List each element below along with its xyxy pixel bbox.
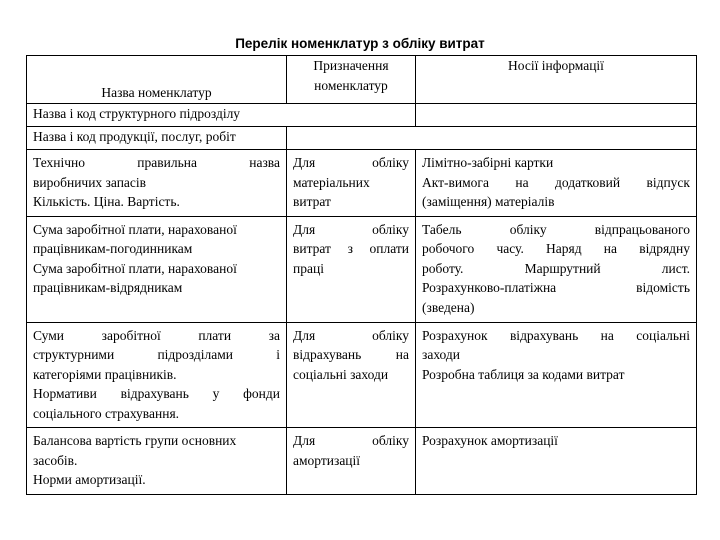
text-line: Лімітно-забірні картки xyxy=(422,155,554,170)
text-line: матеріальних xyxy=(293,174,370,190)
text-line: Акт-вимога на додатковий відпуск xyxy=(422,174,690,190)
table-row xyxy=(27,428,697,495)
text-line: Розрахунок амортизації xyxy=(422,433,558,448)
text-line: засобів. xyxy=(33,452,78,468)
text-line: робочого часу. Наряд на відрядну xyxy=(422,241,690,256)
text-line: категоріями працівників. xyxy=(33,366,177,382)
text-line: витрат з оплати xyxy=(293,241,409,256)
text-line: соціального страхування. xyxy=(33,405,180,421)
text-line: Нормативи відрахувань у фонди xyxy=(33,386,280,401)
header-carriers-label: Носії інформації xyxy=(508,58,604,73)
name-cell xyxy=(27,322,287,428)
text-line: (заміщення) матеріалів xyxy=(422,194,555,209)
text-line: працівникам-погодинникам xyxy=(33,241,193,256)
header-name xyxy=(27,56,287,104)
header-purpose xyxy=(287,56,416,104)
text-line: виробничих запасів xyxy=(33,174,147,190)
text-line: Сума заробітної плати, нарахованої xyxy=(33,221,237,237)
name-cell xyxy=(27,216,287,322)
purpose-cell xyxy=(287,322,416,428)
span-cell xyxy=(27,104,416,127)
empty-cell xyxy=(416,104,697,127)
text-line: Табель обліку відпрацьованого xyxy=(422,221,690,237)
table-header-row xyxy=(27,56,697,104)
carriers-cell xyxy=(416,322,697,428)
text-line: Для обліку xyxy=(293,327,409,343)
text-line: Суми заробітної плати за xyxy=(33,327,280,343)
text-line: праці xyxy=(293,260,324,276)
name-cell xyxy=(27,150,287,217)
text-line: амортизації xyxy=(293,452,361,468)
span-cell xyxy=(27,127,287,150)
text-line: Для обліку xyxy=(293,221,409,237)
header-purpose-line: Призначення xyxy=(313,58,389,73)
text-line: соціальні заходи xyxy=(293,366,389,382)
purpose-cell xyxy=(287,216,416,322)
text-line: структурними підрозділами і xyxy=(33,347,280,362)
purpose-cell xyxy=(287,150,416,217)
row-label: Назва і код продукції, послуг, робіт xyxy=(33,129,236,144)
text-line: Балансова вартість групи основних xyxy=(33,433,237,448)
text-line: заходи xyxy=(422,347,461,362)
text-line: Кількість. Ціна. Вартість. xyxy=(33,194,180,209)
header-name-label: Назва номенклатур xyxy=(101,84,212,100)
text-line: Розрахунок відрахувань на соціальні xyxy=(422,327,690,343)
table-row xyxy=(27,104,697,127)
text-line: роботу. Маршрутний лист. xyxy=(422,260,690,276)
carriers-cell xyxy=(416,428,697,495)
table-row xyxy=(27,127,697,150)
text-line: відрахувань на xyxy=(293,347,409,362)
header-purpose-line: номенклатур xyxy=(314,77,388,93)
nomenclature-table xyxy=(26,55,697,495)
header-carriers xyxy=(416,56,697,104)
empty-cell xyxy=(287,127,697,150)
table-row xyxy=(27,216,697,322)
page-title: Перелік номенклатур з обліку витрат xyxy=(235,36,485,51)
text-line: Для обліку xyxy=(293,433,409,448)
text-line: Технічно правильна назва xyxy=(33,155,280,170)
text-line: Розробна таблиця за кодами витрат xyxy=(422,366,625,382)
text-line: Розрахунково-платіжна відомість xyxy=(422,280,690,295)
text-line: (зведена) xyxy=(422,299,475,315)
table-row xyxy=(27,150,697,217)
text-line: Норми амортизації. xyxy=(33,472,146,487)
text-line: витрат xyxy=(293,194,331,209)
carriers-cell xyxy=(416,150,697,217)
name-cell xyxy=(27,428,287,495)
row-label: Назва і код структурного підрозділу xyxy=(33,106,241,121)
text-line: працівникам-відрядникам xyxy=(33,280,183,295)
text-line: Для обліку xyxy=(293,155,409,170)
text-line: Сума заробітної плати, нарахованої xyxy=(33,260,237,276)
carriers-cell xyxy=(416,216,697,322)
purpose-cell xyxy=(287,428,416,495)
table-row xyxy=(27,322,697,428)
